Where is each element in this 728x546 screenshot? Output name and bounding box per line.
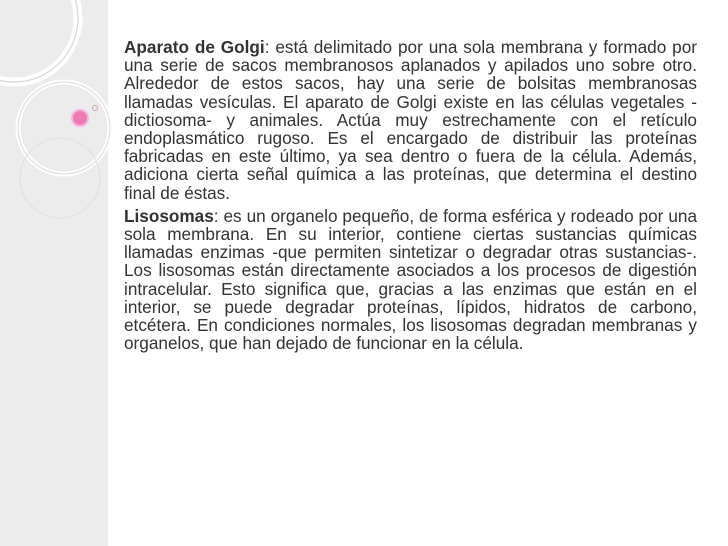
decorative-ring-lower [20,138,100,218]
golgi-term: Aparato de Golgi [124,37,265,57]
slide-body [124,38,697,357]
golgi-paragraph [124,38,697,202]
decorative-circles [0,0,120,300]
decorative-ring-large-edge [0,0,78,82]
lysosome-term: Lisosomas [124,205,214,226]
lysosome-paragraph [124,207,697,353]
pink-bullet-dot [72,110,88,126]
lysosome-text: : es un organelo pequeño, de forma esférica y rodeado por una sola membrana. En su interior, contiene ciertas sustancias químicas llamadas enzimas -que permiten sintetizar o degradar otras sustancias-. Los lisosomas están directamente asociados a los procesos de digestión intracelular. Esto significa que, gracias a las enzimas que están en el interior, se puede degradar proteínas, lípidos, hidratos de carbono, etcétera. En condiciones normales, los lisosomas degradan membranas y organelos, que han dejado de funcionar en la célula. [124,205,697,354]
golgi-text: : está delimitado por una sola membrana y formado por una serie de sacos membranosos aplanados y apilados uno sobre otro. Alrededor de estos sacos, hay una serie de bolsitas membranosas llamadas vesículas. El aparato de Golgi existe en las células vegetales -dictiosoma- y animales. Actúa muy estrechamente con el retículo endoplasmático rugoso. Es el encargado de distribuir las proteínas fabricadas en este último, ya sea dentro o fuera de la célula. Además, adiciona cierta señal química a las proteínas, que determina el destino final de éstas. [124,37,697,203]
small-ring-dot [93,106,98,111]
decorative-ring-large [0,0,78,82]
